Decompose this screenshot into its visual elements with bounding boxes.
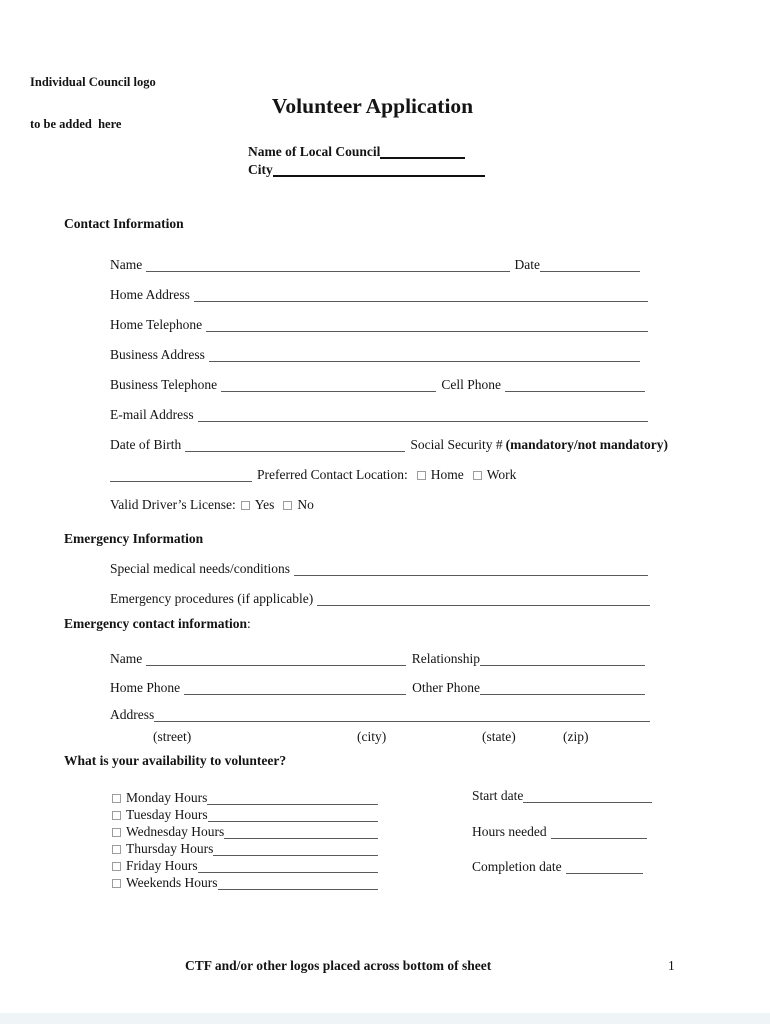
availability-day-row <box>112 856 378 873</box>
name-blank-line[interactable] <box>146 257 509 272</box>
page-number: 1 <box>668 958 675 973</box>
license-no-label: No <box>297 497 314 512</box>
thursday-label: Thursday Hours <box>126 841 214 856</box>
footer-logos-note: CTF and/or other logos placed across bottom of sheet <box>185 958 492 973</box>
business-address-row <box>110 347 640 362</box>
email-label: E-mail Address <box>110 407 194 422</box>
thursday-checkbox[interactable] <box>112 845 121 854</box>
business-address-blank-line[interactable] <box>209 347 640 362</box>
council-name-blank-line[interactable] <box>380 143 465 159</box>
wednesday-hours-blank-line[interactable] <box>224 824 378 839</box>
availability-section-heading: What is your availability to volunteer? <box>64 753 287 768</box>
city-sublabel: (city) <box>357 729 387 744</box>
ec-name-row <box>110 651 645 666</box>
business-telephone-row <box>110 377 645 392</box>
council-block <box>248 141 498 177</box>
emergency-section-heading: Emergency Information <box>64 531 204 546</box>
dob-label: Date of Birth <box>110 437 182 452</box>
ec-relationship-label: Relationship <box>411 651 480 666</box>
weekends-hours-blank-line[interactable] <box>218 875 378 890</box>
friday-hours-blank-line[interactable] <box>198 858 378 873</box>
ec-home-phone-blank-line[interactable] <box>184 680 406 695</box>
home-telephone-blank-line[interactable] <box>206 317 648 332</box>
license-no-checkbox[interactable] <box>283 501 292 510</box>
work-option-label: Work <box>486 467 517 482</box>
friday-label: Friday Hours <box>126 858 198 873</box>
availability-day-row <box>112 839 378 856</box>
name-label: Name <box>110 257 143 272</box>
home-address-label: Home Address <box>110 287 190 302</box>
dob-ssn-row <box>110 437 668 452</box>
home-checkbox[interactable] <box>417 471 426 480</box>
availability-day-row <box>112 805 378 822</box>
license-yes-checkbox[interactable] <box>241 501 250 510</box>
cell-phone-blank-line[interactable] <box>505 377 645 392</box>
council-city-label: City <box>248 162 273 177</box>
preferred-location-blank-line[interactable] <box>110 467 252 482</box>
completion-date-blank-line[interactable] <box>566 859 643 874</box>
preferred-location-label: Preferred Contact Location: <box>257 467 408 482</box>
completion-date-label: Completion date <box>472 859 562 874</box>
ec-address-row <box>110 707 650 722</box>
medical-needs-label: Special medical needs/conditions <box>110 561 290 576</box>
home-address-blank-line[interactable] <box>194 287 648 302</box>
availability-day-row <box>112 788 378 805</box>
availability-day-row <box>112 873 378 890</box>
contact-name-row <box>110 257 640 272</box>
medical-needs-blank-line[interactable] <box>294 561 648 576</box>
completion-date-row <box>472 859 643 874</box>
business-telephone-blank-line[interactable] <box>221 377 436 392</box>
logo-note-line2: to be added here <box>30 117 122 131</box>
friday-checkbox[interactable] <box>112 862 121 871</box>
business-telephone-label: Business Telephone <box>110 377 218 392</box>
ec-address-sublabels <box>0 729 770 745</box>
date-label: Date <box>514 257 540 272</box>
wednesday-checkbox[interactable] <box>112 828 121 837</box>
work-checkbox[interactable] <box>473 471 482 480</box>
ec-address-label: Address <box>110 707 155 722</box>
hours-needed-label: Hours needed <box>472 824 547 839</box>
wednesday-label: Wednesday Hours <box>126 824 225 839</box>
start-date-blank-line[interactable] <box>523 788 652 803</box>
tuesday-label: Tuesday Hours <box>126 807 208 822</box>
email-blank-line[interactable] <box>198 407 648 422</box>
street-sublabel: (street) <box>153 729 192 744</box>
start-date-label: Start date <box>472 788 524 803</box>
license-yes-label: Yes <box>254 497 275 512</box>
council-city-blank-line[interactable] <box>273 161 485 177</box>
start-date-row <box>472 788 652 803</box>
hours-needed-row <box>472 824 647 839</box>
thursday-hours-blank-line[interactable] <box>213 841 378 856</box>
emergency-procedures-row <box>110 591 650 606</box>
state-sublabel: (state) <box>482 729 516 744</box>
tuesday-checkbox[interactable] <box>112 811 121 820</box>
email-row <box>110 407 648 422</box>
dob-blank-line[interactable] <box>185 437 405 452</box>
emergency-contact-heading-colon: : <box>246 616 251 631</box>
home-telephone-label: Home Telephone <box>110 317 203 332</box>
monday-checkbox[interactable] <box>112 794 121 803</box>
home-option-label: Home <box>430 467 464 482</box>
preferred-location-row <box>110 467 550 482</box>
council-name-label: Name of Local Council <box>248 144 381 159</box>
weekends-checkbox[interactable] <box>112 879 121 888</box>
availability-day-row <box>112 822 378 839</box>
zip-sublabel: (zip) <box>563 729 589 744</box>
drivers-license-row <box>110 497 410 512</box>
hours-needed-blank-line[interactable] <box>551 824 647 839</box>
ec-home-phone-label: Home Phone <box>110 680 181 695</box>
availability-days-list <box>112 788 378 890</box>
ssn-mandatory-note: (mandatory/not mandatory) <box>505 437 668 452</box>
home-address-row <box>110 287 648 302</box>
cell-phone-label: Cell Phone <box>441 377 501 392</box>
contact-section-heading: Contact Information <box>64 216 184 231</box>
emergency-procedures-blank-line[interactable] <box>317 591 650 606</box>
monday-hours-blank-line[interactable] <box>207 790 378 805</box>
ssn-label: Social Security # <box>410 437 503 452</box>
medical-needs-row <box>110 561 648 576</box>
weekends-label: Weekends Hours <box>126 875 218 890</box>
ec-name-label: Name <box>110 651 143 666</box>
home-telephone-row <box>110 317 648 332</box>
ec-phone-row <box>110 680 645 695</box>
bottom-strip <box>0 1013 770 1024</box>
emergency-contact-heading-text: Emergency contact information <box>64 616 247 631</box>
tuesday-hours-blank-line[interactable] <box>208 807 378 822</box>
ec-name-blank-line[interactable] <box>146 651 406 666</box>
ec-relationship-blank-line[interactable] <box>480 651 645 666</box>
monday-label: Monday Hours <box>126 790 208 805</box>
emergency-procedures-label: Emergency procedures (if applicable) <box>110 591 314 606</box>
date-blank-line[interactable] <box>540 257 640 272</box>
drivers-license-label: Valid Driver’s License: <box>110 497 236 512</box>
ec-address-blank-line[interactable] <box>154 707 650 722</box>
page-title: Volunteer Application <box>271 94 474 118</box>
business-address-label: Business Address <box>110 347 205 362</box>
emergency-contact-heading <box>64 616 251 632</box>
ec-other-phone-label: Other Phone <box>412 680 480 695</box>
ec-other-phone-blank-line[interactable] <box>480 680 645 695</box>
logo-note-line1: Individual Council logo <box>30 75 156 89</box>
